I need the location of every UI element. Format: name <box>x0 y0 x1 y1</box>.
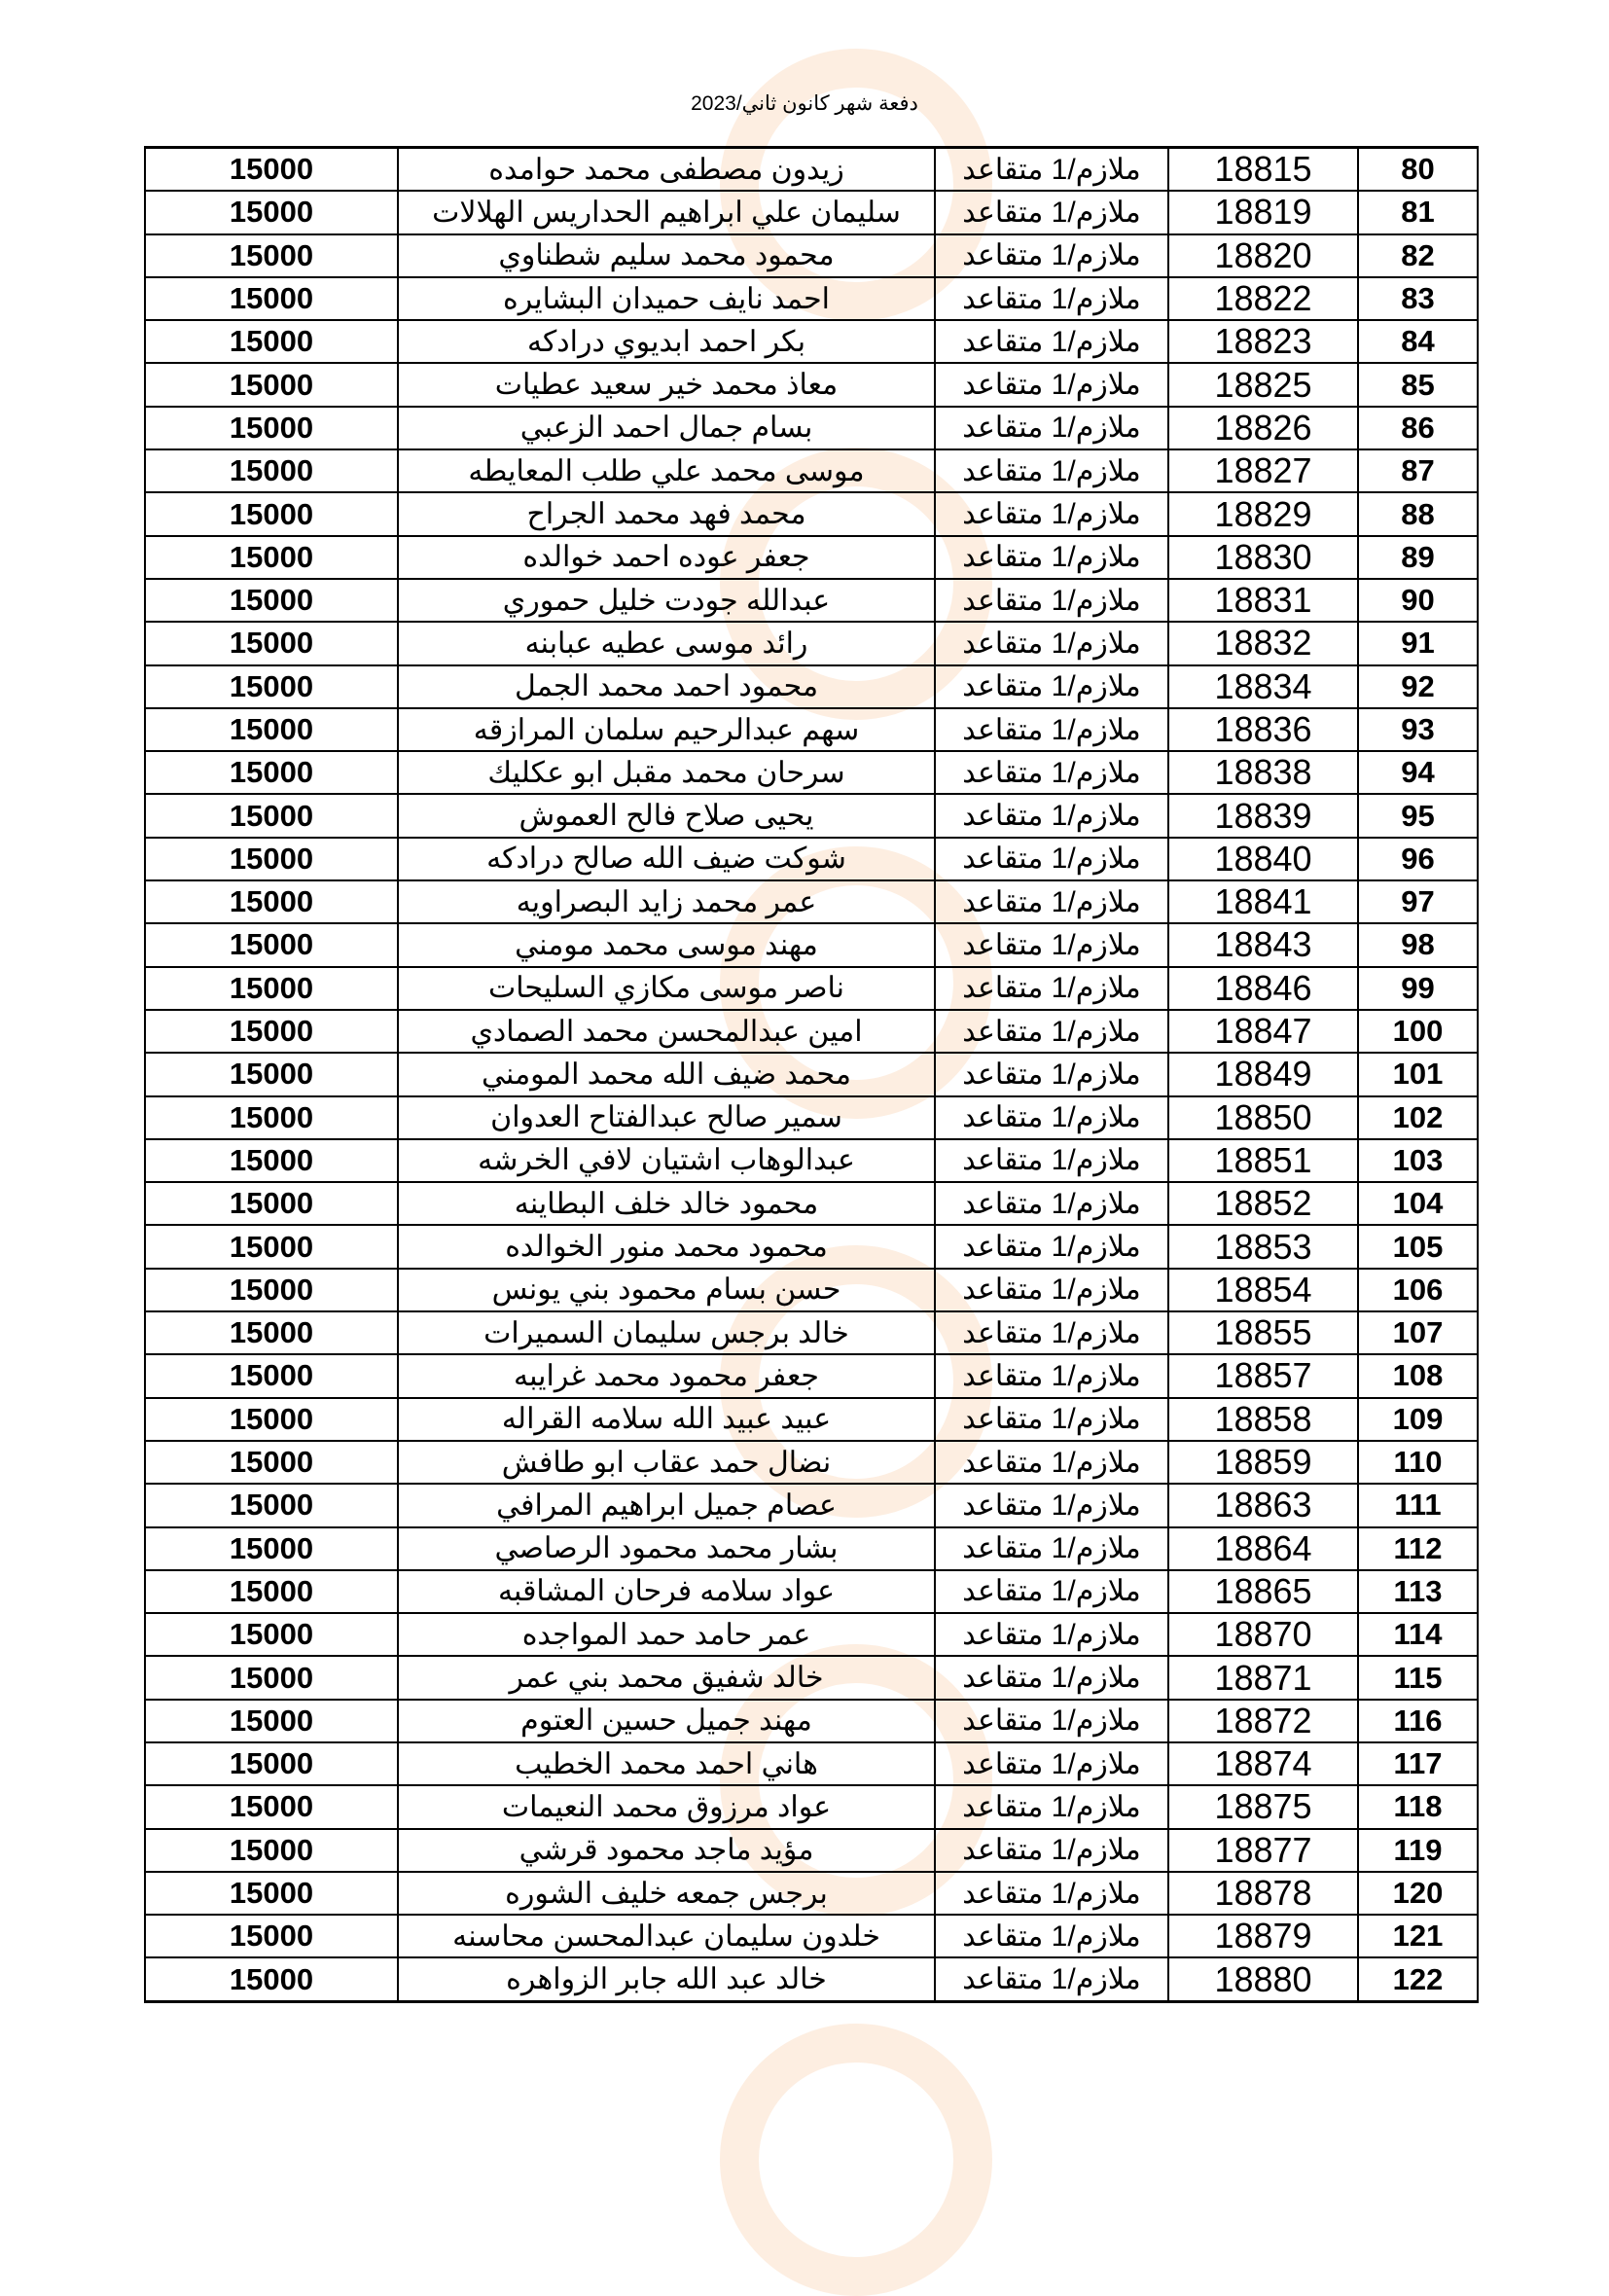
person-name-cell: امين عبدالمحسن محمد الصمادي <box>398 1010 935 1053</box>
amount-cell: 15000 <box>145 665 398 708</box>
amount-cell: 15000 <box>145 838 398 880</box>
military-id-cell: 18839 <box>1168 794 1358 837</box>
table-row <box>145 234 1478 277</box>
row-number-cell: 103 <box>1358 1139 1478 1182</box>
amount-cell: 15000 <box>145 1613 398 1656</box>
military-id-cell: 18879 <box>1168 1915 1358 1957</box>
table-row <box>145 967 1478 1010</box>
person-name-cell: سهم عبدالرحيم سلمان المرازقه <box>398 708 935 751</box>
military-id-cell: 18846 <box>1168 967 1358 1010</box>
person-name-cell: جعفر محمود محمد غرايبه <box>398 1354 935 1397</box>
rank-cell: ملازم/1 متقاعد <box>935 1053 1168 1095</box>
person-name-cell: موسى محمد علي طلب المعايطه <box>398 449 935 492</box>
row-number-cell: 115 <box>1358 1656 1478 1699</box>
person-name-cell: احمد نايف حميدان البشايره <box>398 277 935 320</box>
amount-cell: 15000 <box>145 1872 398 1915</box>
military-id-cell: 18877 <box>1168 1829 1358 1872</box>
row-number-cell: 112 <box>1358 1527 1478 1570</box>
row-number-cell: 80 <box>1358 148 1478 192</box>
rank-cell: ملازم/1 متقاعد <box>935 1354 1168 1397</box>
rank-cell: ملازم/1 متقاعد <box>935 1441 1168 1484</box>
table-row <box>145 1484 1478 1526</box>
amount-cell: 15000 <box>145 1957 398 2001</box>
person-name-cell: خالد شفيق محمد بني عمر <box>398 1656 935 1699</box>
row-number-cell: 89 <box>1358 536 1478 579</box>
amount-cell: 15000 <box>145 1742 398 1785</box>
person-name-cell: محمود محمد منور الخوالده <box>398 1225 935 1268</box>
table-row <box>145 191 1478 233</box>
rank-cell: ملازم/1 متقاعد <box>935 1742 1168 1785</box>
rank-cell: ملازم/1 متقاعد <box>935 794 1168 837</box>
row-number-cell: 94 <box>1358 751 1478 794</box>
row-number-cell: 113 <box>1358 1570 1478 1613</box>
table-row <box>145 1957 1478 2001</box>
amount-cell: 15000 <box>145 536 398 579</box>
person-name-cell: خلدون سليمان عبدالمحسن محاسنه <box>398 1915 935 1957</box>
row-number-cell: 81 <box>1358 191 1478 233</box>
amount-cell: 15000 <box>145 1484 398 1526</box>
table-row <box>145 1872 1478 1915</box>
amount-cell: 15000 <box>145 967 398 1010</box>
table-row <box>145 449 1478 492</box>
amount-cell: 15000 <box>145 579 398 622</box>
rank-cell: ملازم/1 متقاعد <box>935 1398 1168 1441</box>
page-title: دفعة شهر كانون ثاني/2023 <box>691 92 918 115</box>
table-row <box>145 923 1478 966</box>
row-number-cell: 91 <box>1358 622 1478 664</box>
table-row <box>145 1139 1478 1182</box>
military-id-cell: 18875 <box>1168 1785 1358 1828</box>
military-id-cell: 18854 <box>1168 1269 1358 1311</box>
row-number-cell: 118 <box>1358 1785 1478 1828</box>
amount-cell: 15000 <box>145 191 398 233</box>
person-name-cell: عمر محمد زايد البصراويه <box>398 880 935 923</box>
rank-cell: ملازم/1 متقاعد <box>935 923 1168 966</box>
military-id-cell: 18880 <box>1168 1957 1358 2001</box>
military-id-cell: 18831 <box>1168 579 1358 622</box>
rank-cell: ملازم/1 متقاعد <box>935 751 1168 794</box>
table-row <box>145 1354 1478 1397</box>
military-id-cell: 18870 <box>1168 1613 1358 1656</box>
amount-cell: 15000 <box>145 407 398 449</box>
table-row <box>145 1742 1478 1785</box>
table-row <box>145 148 1478 192</box>
amount-cell: 15000 <box>145 622 398 664</box>
table-row <box>145 1785 1478 1828</box>
row-number-cell: 107 <box>1358 1311 1478 1354</box>
rank-cell: ملازم/1 متقاعد <box>935 622 1168 664</box>
person-name-cell: سليمان علي ابراهيم الحداريس الهلالات <box>398 191 935 233</box>
rank-cell: ملازم/1 متقاعد <box>935 277 1168 320</box>
rank-cell: ملازم/1 متقاعد <box>935 1182 1168 1225</box>
military-id-cell: 18871 <box>1168 1656 1358 1699</box>
amount-cell: 15000 <box>145 923 398 966</box>
military-id-cell: 18826 <box>1168 407 1358 449</box>
row-number-cell: 111 <box>1358 1484 1478 1526</box>
table-row <box>145 1096 1478 1139</box>
military-id-cell: 18857 <box>1168 1354 1358 1397</box>
person-name-cell: عواد سلامه فرحان المشاقبه <box>398 1570 935 1613</box>
person-name-cell: محمود احمد محمد الجمل <box>398 665 935 708</box>
table-row <box>145 1225 1478 1268</box>
military-id-cell: 18855 <box>1168 1311 1358 1354</box>
military-id-cell: 18823 <box>1168 320 1358 363</box>
person-name-cell: جعفر عوده احمد خوالده <box>398 536 935 579</box>
table-row <box>145 880 1478 923</box>
rank-cell: ملازم/1 متقاعد <box>935 407 1168 449</box>
row-number-cell: 117 <box>1358 1742 1478 1785</box>
table-row <box>145 1441 1478 1484</box>
person-name-cell: محمود محمد سليم شطناوي <box>398 234 935 277</box>
amount-cell: 15000 <box>145 1269 398 1311</box>
person-name-cell: مهند جميل حسين العتوم <box>398 1700 935 1742</box>
person-name-cell: مؤيد ماجد محمود قرشي <box>398 1829 935 1872</box>
rank-cell: ملازم/1 متقاعد <box>935 1139 1168 1182</box>
military-id-cell: 18849 <box>1168 1053 1358 1095</box>
amount-cell: 15000 <box>145 794 398 837</box>
row-number-cell: 92 <box>1358 665 1478 708</box>
rank-cell: ملازم/1 متقاعد <box>935 1570 1168 1613</box>
amount-cell: 15000 <box>145 1139 398 1182</box>
person-name-cell: محمد ضيف الله محمد المومني <box>398 1053 935 1095</box>
rank-cell: ملازم/1 متقاعد <box>935 1010 1168 1053</box>
amount-cell: 15000 <box>145 1527 398 1570</box>
rank-cell: ملازم/1 متقاعد <box>935 1957 1168 2001</box>
table-row <box>145 751 1478 794</box>
rank-cell: ملازم/1 متقاعد <box>935 1225 1168 1268</box>
person-name-cell: يحيى صلاح فالح العموش <box>398 794 935 837</box>
person-name-cell: نضال حمد عقاب ابو طافش <box>398 1441 935 1484</box>
row-number-cell: 106 <box>1358 1269 1478 1311</box>
table-row <box>145 1269 1478 1311</box>
military-id-cell: 18864 <box>1168 1527 1358 1570</box>
table-row <box>145 1010 1478 1053</box>
watermark-ring <box>720 2024 992 2296</box>
rank-cell: ملازم/1 متقاعد <box>935 1613 1168 1656</box>
table-row <box>145 1613 1478 1656</box>
amount-cell: 15000 <box>145 1311 398 1354</box>
amount-cell: 15000 <box>145 1785 398 1828</box>
person-name-cell: خالد عبد الله جابر الزواهره <box>398 1957 935 2001</box>
table-row <box>145 708 1478 751</box>
military-id-cell: 18851 <box>1168 1139 1358 1182</box>
table-row <box>145 277 1478 320</box>
rank-cell: ملازم/1 متقاعد <box>935 579 1168 622</box>
person-name-cell: معاذ محمد خير سعيد عطيات <box>398 363 935 406</box>
military-id-cell: 18841 <box>1168 880 1358 923</box>
row-number-cell: 87 <box>1358 449 1478 492</box>
rank-cell: ملازم/1 متقاعد <box>935 1311 1168 1354</box>
military-id-cell: 18819 <box>1168 191 1358 233</box>
military-id-cell: 18834 <box>1168 665 1358 708</box>
person-name-cell: بشار محمد محمود الرصاصي <box>398 1527 935 1570</box>
person-name-cell: عبدالوهاب اشتيان لافي الخرشه <box>398 1139 935 1182</box>
rank-cell: ملازم/1 متقاعد <box>935 1656 1168 1699</box>
rank-cell: ملازم/1 متقاعد <box>935 1872 1168 1915</box>
amount-cell: 15000 <box>145 751 398 794</box>
table-row <box>145 579 1478 622</box>
row-number-cell: 119 <box>1358 1829 1478 1872</box>
rank-cell: ملازم/1 متقاعد <box>935 665 1168 708</box>
amount-cell: 15000 <box>145 1398 398 1441</box>
amount-cell: 15000 <box>145 148 398 192</box>
row-number-cell: 110 <box>1358 1441 1478 1484</box>
rank-cell: ملازم/1 متقاعد <box>935 1700 1168 1742</box>
row-number-cell: 121 <box>1358 1915 1478 1957</box>
person-name-cell: برجس جمعه خليف الشوره <box>398 1872 935 1915</box>
military-id-cell: 18847 <box>1168 1010 1358 1053</box>
amount-cell: 15000 <box>145 277 398 320</box>
row-number-cell: 99 <box>1358 967 1478 1010</box>
military-id-cell: 18852 <box>1168 1182 1358 1225</box>
rank-cell: ملازم/1 متقاعد <box>935 1096 1168 1139</box>
rank-cell: ملازم/1 متقاعد <box>935 234 1168 277</box>
table-row <box>145 665 1478 708</box>
military-id-cell: 18843 <box>1168 923 1358 966</box>
row-number-cell: 102 <box>1358 1096 1478 1139</box>
military-id-cell: 18863 <box>1168 1484 1358 1526</box>
military-id-cell: 18865 <box>1168 1570 1358 1613</box>
table-row <box>145 1700 1478 1742</box>
amount-cell: 15000 <box>145 492 398 535</box>
row-number-cell: 96 <box>1358 838 1478 880</box>
table-row <box>145 1915 1478 1957</box>
amount-cell: 15000 <box>145 1656 398 1699</box>
person-name-cell: ناصر موسى مكازي السليحات <box>398 967 935 1010</box>
military-id-cell: 18850 <box>1168 1096 1358 1139</box>
row-number-cell: 85 <box>1358 363 1478 406</box>
row-number-cell: 90 <box>1358 579 1478 622</box>
amount-cell: 15000 <box>145 1053 398 1095</box>
table-row <box>145 320 1478 363</box>
row-number-cell: 109 <box>1358 1398 1478 1441</box>
person-name-cell: عواد مرزوق محمد النعيمات <box>398 1785 935 1828</box>
military-id-cell: 18874 <box>1168 1742 1358 1785</box>
amount-cell: 15000 <box>145 1700 398 1742</box>
row-number-cell: 83 <box>1358 277 1478 320</box>
person-name-cell: شوكت ضيف الله صالح درادكه <box>398 838 935 880</box>
amount-cell: 15000 <box>145 1225 398 1268</box>
rank-cell: ملازم/1 متقاعد <box>935 1484 1168 1526</box>
row-number-cell: 98 <box>1358 923 1478 966</box>
table-row <box>145 1656 1478 1699</box>
table-row <box>145 1398 1478 1441</box>
amount-cell: 15000 <box>145 1915 398 1957</box>
person-name-cell: بكر احمد ابديوي درادكه <box>398 320 935 363</box>
person-name-cell: رائد موسى عطيه عبابنه <box>398 622 935 664</box>
amount-cell: 15000 <box>145 1441 398 1484</box>
amount-cell: 15000 <box>145 1182 398 1225</box>
person-name-cell: هاني احمد محمد الخطيب <box>398 1742 935 1785</box>
row-number-cell: 122 <box>1358 1957 1478 2001</box>
rank-cell: ملازم/1 متقاعد <box>935 363 1168 406</box>
military-id-cell: 18815 <box>1168 148 1358 192</box>
person-name-cell: عصام جميل ابراهيم المرافي <box>398 1484 935 1526</box>
military-id-cell: 18825 <box>1168 363 1358 406</box>
table-row <box>145 536 1478 579</box>
amount-cell: 15000 <box>145 449 398 492</box>
row-number-cell: 108 <box>1358 1354 1478 1397</box>
person-name-cell: مهند موسى محمد مومني <box>398 923 935 966</box>
table-row <box>145 1527 1478 1570</box>
amount-cell: 15000 <box>145 1570 398 1613</box>
rank-cell: ملازم/1 متقاعد <box>935 708 1168 751</box>
row-number-cell: 120 <box>1358 1872 1478 1915</box>
table-row <box>145 838 1478 880</box>
military-id-cell: 18840 <box>1168 838 1358 880</box>
row-number-cell: 93 <box>1358 708 1478 751</box>
rank-cell: ملازم/1 متقاعد <box>935 880 1168 923</box>
payments-table <box>144 146 1479 2003</box>
table-row <box>145 363 1478 406</box>
row-number-cell: 88 <box>1358 492 1478 535</box>
row-number-cell: 97 <box>1358 880 1478 923</box>
person-name-cell: عبيد عبيد الله سلامه القراله <box>398 1398 935 1441</box>
military-id-cell: 18829 <box>1168 492 1358 535</box>
military-id-cell: 18827 <box>1168 449 1358 492</box>
military-id-cell: 18820 <box>1168 234 1358 277</box>
rank-cell: ملازم/1 متقاعد <box>935 967 1168 1010</box>
row-number-cell: 105 <box>1358 1225 1478 1268</box>
row-number-cell: 101 <box>1358 1053 1478 1095</box>
person-name-cell: سمير صالح عبدالفتاح العدوان <box>398 1096 935 1139</box>
person-name-cell: محمود خالد خلف البطاينه <box>398 1182 935 1225</box>
military-id-cell: 18872 <box>1168 1700 1358 1742</box>
amount-cell: 15000 <box>145 708 398 751</box>
row-number-cell: 114 <box>1358 1613 1478 1656</box>
table-row <box>145 622 1478 664</box>
row-number-cell: 82 <box>1358 234 1478 277</box>
row-number-cell: 104 <box>1358 1182 1478 1225</box>
table-row <box>145 1182 1478 1225</box>
military-id-cell: 18838 <box>1168 751 1358 794</box>
person-name-cell: زيدون مصطفى محمد حوامده <box>398 148 935 192</box>
amount-cell: 15000 <box>145 1829 398 1872</box>
table-row <box>145 407 1478 449</box>
rank-cell: ملازم/1 متقاعد <box>935 191 1168 233</box>
amount-cell: 15000 <box>145 1096 398 1139</box>
amount-cell: 15000 <box>145 1010 398 1053</box>
military-id-cell: 18853 <box>1168 1225 1358 1268</box>
military-id-cell: 18836 <box>1168 708 1358 751</box>
row-number-cell: 116 <box>1358 1700 1478 1742</box>
person-name-cell: سرحان محمد مقبل ابو عكليك <box>398 751 935 794</box>
rank-cell: ملازم/1 متقاعد <box>935 1829 1168 1872</box>
table-row <box>145 794 1478 837</box>
amount-cell: 15000 <box>145 880 398 923</box>
table-row <box>145 1570 1478 1613</box>
rank-cell: ملازم/1 متقاعد <box>935 536 1168 579</box>
table-row <box>145 1311 1478 1354</box>
military-id-cell: 18858 <box>1168 1398 1358 1441</box>
row-number-cell: 84 <box>1358 320 1478 363</box>
person-name-cell: عمر حامد حمد المواجده <box>398 1613 935 1656</box>
row-number-cell: 95 <box>1358 794 1478 837</box>
table-row <box>145 492 1478 535</box>
rank-cell: ملازم/1 متقاعد <box>935 449 1168 492</box>
rank-cell: ملازم/1 متقاعد <box>935 1527 1168 1570</box>
military-id-cell: 18878 <box>1168 1872 1358 1915</box>
amount-cell: 15000 <box>145 363 398 406</box>
military-id-cell: 18859 <box>1168 1441 1358 1484</box>
amount-cell: 15000 <box>145 320 398 363</box>
person-name-cell: بسام جمال احمد الزعبي <box>398 407 935 449</box>
person-name-cell: محمد فهد محمد الجراح <box>398 492 935 535</box>
rank-cell: ملازم/1 متقاعد <box>935 148 1168 192</box>
amount-cell: 15000 <box>145 1354 398 1397</box>
rank-cell: ملازم/1 متقاعد <box>935 1269 1168 1311</box>
rank-cell: ملازم/1 متقاعد <box>935 492 1168 535</box>
military-id-cell: 18832 <box>1168 622 1358 664</box>
table-row <box>145 1053 1478 1095</box>
table-row <box>145 1829 1478 1872</box>
rank-cell: ملازم/1 متقاعد <box>935 1785 1168 1828</box>
rank-cell: ملازم/1 متقاعد <box>935 320 1168 363</box>
row-number-cell: 100 <box>1358 1010 1478 1053</box>
rank-cell: ملازم/1 متقاعد <box>935 838 1168 880</box>
rank-cell: ملازم/1 متقاعد <box>935 1915 1168 1957</box>
military-id-cell: 18830 <box>1168 536 1358 579</box>
person-name-cell: حسن بسام محمود بني يونس <box>398 1269 935 1311</box>
person-name-cell: خالد برجس سليمان السميرات <box>398 1311 935 1354</box>
amount-cell: 15000 <box>145 234 398 277</box>
military-id-cell: 18822 <box>1168 277 1358 320</box>
row-number-cell: 86 <box>1358 407 1478 449</box>
person-name-cell: عبدالله جودت خليل حموري <box>398 579 935 622</box>
